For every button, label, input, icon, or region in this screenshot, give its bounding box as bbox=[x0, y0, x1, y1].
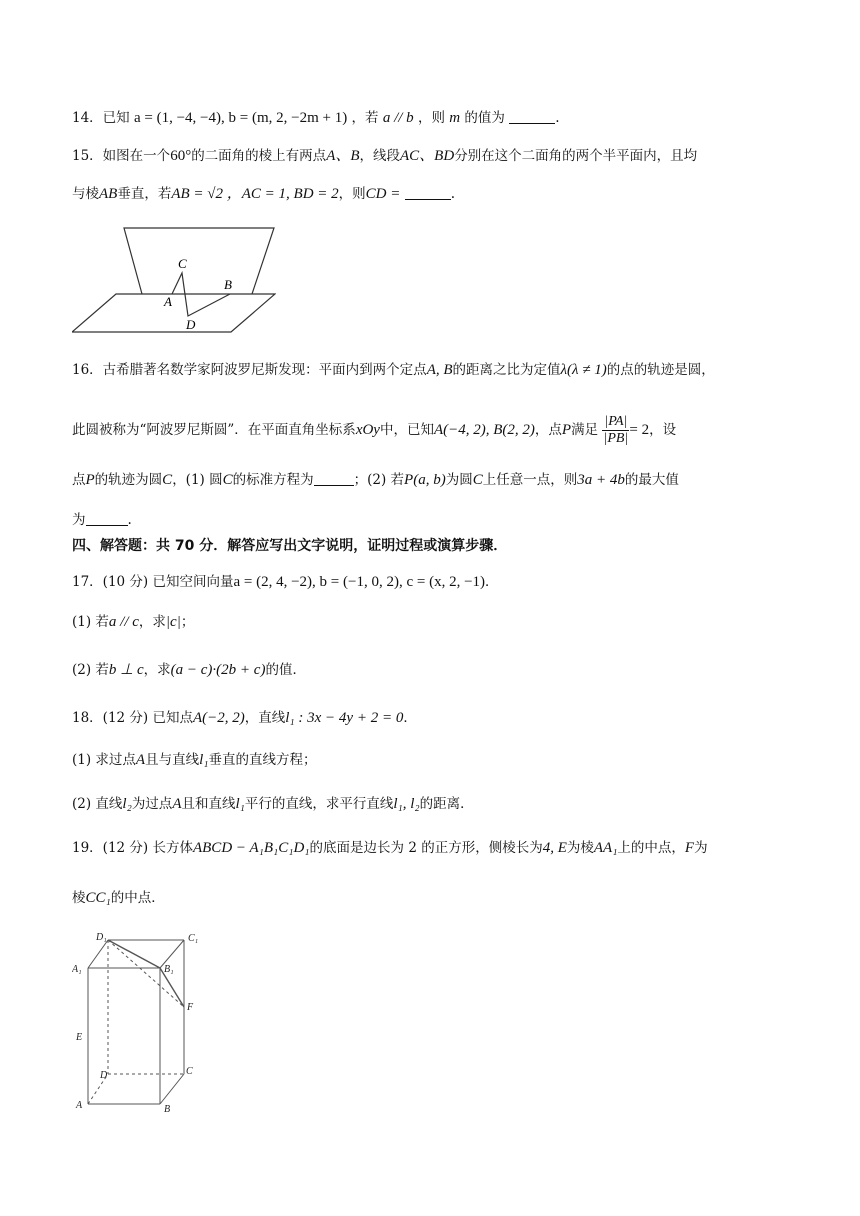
q18-l1: l₁ bbox=[199, 752, 209, 768]
q16-lambda: λ(λ ≠ 1) bbox=[560, 362, 607, 378]
q16-text: 的标准方程为 bbox=[232, 472, 314, 488]
q19-solid: ABCD − A₁B₁C₁D₁ bbox=[192, 840, 310, 856]
q18-text: (2) 直线 bbox=[72, 796, 123, 812]
label-b: B bbox=[224, 277, 232, 292]
q18-text: 垂直的直线方程； bbox=[208, 752, 317, 768]
question-19-line-2 bbox=[72, 888, 790, 908]
q16-c: C bbox=[472, 472, 483, 488]
q16-ratio-value: = 2 bbox=[629, 422, 650, 438]
q18-text: 且与直线 bbox=[145, 752, 200, 768]
frac-numerator: |PA| bbox=[604, 414, 628, 429]
q14-lead: 14．已知 bbox=[72, 110, 130, 126]
q19-text: 为 bbox=[694, 840, 708, 856]
q16-ratio-fraction bbox=[602, 414, 629, 447]
q18-l1: l₁ bbox=[235, 796, 245, 812]
q19-text: 的底面是边长为 2 的正方形，侧棱长为 bbox=[309, 840, 543, 856]
q15-text: 分别在这个二面角的两个半平面内，且均 bbox=[454, 148, 698, 164]
q16-text: ，点 bbox=[534, 422, 562, 438]
question-18-part-2 bbox=[72, 794, 790, 814]
q17-text: ，求 bbox=[138, 614, 166, 630]
q17-cond: b ⊥ c bbox=[108, 662, 144, 678]
question-18: 18．(12 分) 已知点A(−2, 2)，直线l₁ : 3x − 4y + 2 = 0． bbox=[72, 710, 417, 726]
answer-blank[interactable] bbox=[509, 109, 555, 124]
question-15-line-1 bbox=[72, 146, 790, 166]
cuboid-figure bbox=[72, 928, 212, 1114]
q16-text: 点 bbox=[72, 472, 86, 488]
answer-blank[interactable] bbox=[314, 471, 354, 486]
lower-half-plane bbox=[72, 294, 275, 332]
q18-l2: l₂ bbox=[122, 796, 132, 812]
q18-text: ，直线 bbox=[244, 710, 286, 726]
q16-text: 16．古希腊著名数学家阿波罗尼斯发现：平面内到两个定点 bbox=[72, 362, 427, 378]
q15-text: 的二面角的棱上有两点 bbox=[191, 148, 327, 164]
q18-a: A bbox=[135, 752, 146, 768]
q18-text: 为过点 bbox=[131, 796, 173, 812]
q16-text: 的距离之比为定值 bbox=[452, 362, 561, 378]
label-c: C bbox=[186, 1066, 193, 1077]
q16-text: 为圆 bbox=[445, 472, 473, 488]
q16-p: P bbox=[561, 422, 572, 438]
label-c1: C₁ bbox=[188, 933, 199, 944]
question-17-part-1 bbox=[72, 612, 790, 632]
q17-text: (1) 若 bbox=[72, 614, 109, 630]
label-d: D bbox=[186, 317, 196, 332]
q17-cond: a // c bbox=[108, 614, 139, 630]
q16-text: 上任意一点，则 bbox=[482, 472, 578, 488]
label-a: A bbox=[164, 294, 172, 309]
q16-xoy: xOy bbox=[355, 422, 380, 438]
q16-expression: 3a + 4b bbox=[577, 472, 625, 488]
q16-given-points: A(−4, 2), B(2, 2) bbox=[433, 422, 535, 438]
label-b1: B₁ bbox=[164, 964, 174, 975]
dihedral-angle-figure bbox=[72, 226, 276, 336]
question-14: 14．已知 a = (1, −4, −4), b = (m, 2, −2m + 1) ，若 a // b ，则 m 的值为 . bbox=[72, 110, 560, 126]
label-c: C bbox=[178, 256, 187, 271]
q19-text: 棱 bbox=[72, 890, 86, 906]
q16-text: ，设 bbox=[649, 422, 677, 438]
q19-aa1: AA₁ bbox=[593, 840, 618, 856]
label-a: A bbox=[76, 1100, 83, 1111]
q18-pair: l₁, l₂ bbox=[393, 796, 420, 812]
q15-points: A、B bbox=[326, 148, 360, 164]
q15-text: 垂直，若 bbox=[117, 186, 172, 202]
q17-text: (2) 若 bbox=[72, 662, 109, 678]
q14-ask: 的值为 bbox=[464, 110, 505, 126]
q15-text: 与棱 bbox=[72, 186, 99, 202]
q15-cd: CD = bbox=[365, 186, 401, 202]
q18-text: (1) 求过点 bbox=[72, 752, 136, 768]
frac-denominator: |PB| bbox=[603, 431, 629, 446]
q15-text: ，则 bbox=[338, 186, 366, 202]
q16-text: 为 bbox=[72, 512, 86, 528]
q16-text: 的点的轨迹是圆， bbox=[606, 362, 715, 378]
question-17-part-2 bbox=[72, 660, 790, 680]
q19-text: 19．(12 分) 长方体 bbox=[72, 840, 193, 856]
q16-text: 的轨迹为圆 bbox=[94, 472, 163, 488]
q19-len: 4, E bbox=[542, 840, 567, 856]
q16-text: ，(1) 圆 bbox=[172, 472, 223, 488]
q18-text: 18．(12 分) 已知点 bbox=[72, 710, 193, 726]
q15-given: AB = √2 ，AC = 1, BD = 2 bbox=[171, 186, 339, 202]
label-d1: D₁ bbox=[96, 932, 107, 943]
label-d: D bbox=[100, 1070, 108, 1081]
q17-abs: |c| bbox=[165, 614, 181, 630]
q15-edge: AB bbox=[99, 186, 118, 202]
q18-text: 平行的直线，求平行直线 bbox=[244, 796, 394, 812]
q17-expression: (a − c)·(2b + c) bbox=[170, 662, 266, 678]
q16-c: C bbox=[162, 472, 173, 488]
question-19 bbox=[72, 838, 790, 858]
q16-points: A, B bbox=[426, 362, 453, 378]
q17-text: ； bbox=[180, 614, 195, 630]
q16-pab: P(a, b) bbox=[404, 472, 446, 488]
question-18-part-1 bbox=[72, 750, 790, 770]
label-a1: A₁ bbox=[72, 964, 82, 975]
q18-text: 的距离． bbox=[419, 796, 474, 812]
q19-cc1: CC₁ bbox=[85, 890, 111, 906]
q15-text: 15．如图在一个 bbox=[72, 148, 171, 164]
question-17: 17．(10 分) 已知空间向量a = (2, 4, −2), b = (−1, 0, 2), c = (x, 2, −1)． bbox=[72, 574, 499, 590]
q19-text: 的中点． bbox=[110, 890, 165, 906]
q18-text: 且和直线 bbox=[181, 796, 236, 812]
question-16-line-2 bbox=[72, 412, 790, 448]
q16-c: C bbox=[222, 472, 233, 488]
q17-text: 17．(10 分) 已知空间向量 bbox=[72, 574, 234, 590]
q14-mid: ，若 bbox=[351, 110, 379, 126]
q16-text: 此圆被称为“阿波罗尼斯圆”．在平面直角坐标系 bbox=[72, 422, 356, 438]
q15-segments: AC、BD bbox=[400, 148, 455, 164]
q14-vectors: a = (1, −4, −4), b = (m, 2, −2m + 1) bbox=[133, 110, 348, 126]
section-heading: 四、解答题：共 70 分．解答应写出文字说明，证明过程或演算步骤． bbox=[72, 538, 508, 554]
upper-half-plane bbox=[124, 228, 274, 294]
label-e: E bbox=[76, 1032, 83, 1043]
answer-blank[interactable] bbox=[405, 185, 451, 200]
q17-text: ，求 bbox=[143, 662, 171, 678]
label-f: F bbox=[187, 1002, 194, 1013]
q14-var: m bbox=[449, 110, 461, 126]
label-b: B bbox=[164, 1104, 171, 1114]
q18-line: l₁ : 3x − 4y + 2 = 0 bbox=[285, 710, 404, 726]
question-16-line-4: 为 . bbox=[72, 512, 132, 528]
q18-a: A bbox=[172, 796, 182, 812]
q16-text: 中，已知 bbox=[379, 422, 434, 438]
answer-blank[interactable] bbox=[86, 511, 128, 526]
question-16-line-3 bbox=[72, 470, 790, 490]
q19-f: F bbox=[684, 840, 695, 856]
q14-tail: ，则 bbox=[417, 110, 445, 126]
q16-text: 的最大值 bbox=[624, 472, 679, 488]
question-16-line-1 bbox=[72, 360, 790, 380]
q17-vectors: a = (2, 4, −2), b = (−1, 0, 2), c = (x, 2, −1) bbox=[233, 574, 486, 590]
q16-text: ；(2) 若 bbox=[353, 472, 405, 488]
q14-condition: a // b bbox=[382, 110, 414, 126]
q15-text: ，线段 bbox=[359, 148, 401, 164]
q16-text: 满足 bbox=[571, 422, 599, 438]
q19-text: 为棱 bbox=[566, 840, 594, 856]
q17-text: 的值． bbox=[265, 662, 306, 678]
q15-angle: 60° bbox=[170, 148, 192, 164]
q18-point: A(−2, 2) bbox=[192, 710, 245, 726]
q16-p: P bbox=[85, 472, 95, 488]
question-15-line-2: 与棱AB垂直，若AB = √2 ，AC = 1, BD = 2，则CD = . bbox=[72, 186, 455, 202]
q19-text: 上的中点， bbox=[617, 840, 685, 856]
